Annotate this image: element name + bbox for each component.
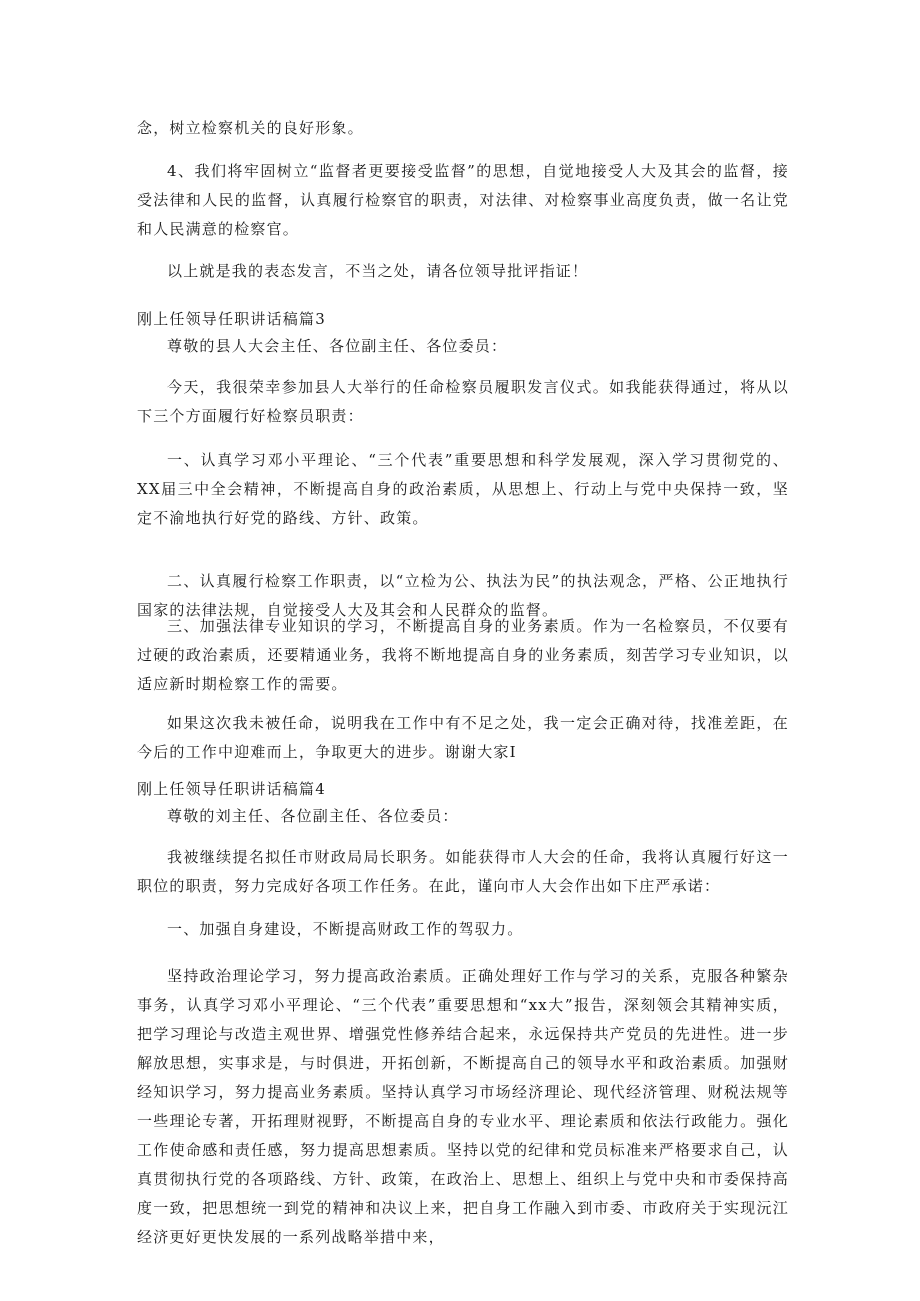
section-3-salutation: 尊敬的县人大会主任、各位副主任、各位委员： <box>167 337 508 355</box>
section-3-paragraph-1: 今天，我很荣幸参加县人大举行的任命检察员履职发言仪式。如我能获得通过，将从以下三个方面履行好检察员职责： <box>137 378 789 425</box>
section-3-paragraph-2: 一、认真学习邓小平理论、“三个代表”重要思想和科学发展观，深入学习贯彻党的、XX届三中全会精神，不断提高自身的政治素质，从思想上、行动上与党中央保持一致，坚定不渝地执行好党的路线、方针、政策。 <box>137 451 789 527</box>
section-4-title: 刚上任领导任职讲话稿篇4 <box>137 780 326 798</box>
closing-statement: 以上就是我的表态发言，不当之处，请各位领导批评指证！ <box>167 262 589 280</box>
section-4-paragraph-1: 我被继续提名拟任市财政局局长职务。如能获得市人大会的任命，我将认真履行好这一职位的职责，努力完成好各项工作任务。在此，谨向市人大会作出如下庄严承诺： <box>137 848 789 895</box>
section-3-title: 刚上任领导任职讲话稿篇3 <box>137 310 326 328</box>
section-3-paragraph-5: 如果这次我未被任命，说明我在工作中有不足之处，我一定会正确对待，找准差距，在今后的工作中迎难而上，争取更大的进步。谢谢大家I <box>137 714 789 761</box>
section-4-salutation: 尊敬的刘主任、各位副主任、各位委员： <box>167 807 459 825</box>
section-3-paragraph-4: 三、加强法律专业知识的学习，不断提高自身的业务素质。作为一名检察员，不仅要有过硬的政治素质，还要精通业务，我将不断地提高自身的业务素质，刻苦学习专业知识，以适应新时期检察工作的需要。 <box>137 617 789 693</box>
point-4-paragraph: 4、我们将牢固树立“监督者更要接受监督”的思想，自觉地接受人大及其会的监督，接受法律和人民的监督，认真履行检察官的职责，对法律、对检察事业高度负责，做一名让党和人民满意的检察官。 <box>137 162 789 238</box>
section-3-paragraph-3: 二、认真履行检察工作职责，以“立检为公、执法为民”的执法观念，严格、公正地执行国家的法律法规，自觉接受人大及其会和人民群众的监督。 <box>137 572 789 619</box>
section-4-paragraph-2: 一、加强自身建设，不断提高财政工作的驾驭力。 <box>167 920 524 938</box>
intro-tail-line: 念，树立检察机关的良好形象。 <box>137 119 364 137</box>
section-4-paragraph-3: 坚持政治理论学习，努力提高政治素质。正确处理好工作与学习的关系，克服各种繁杂事务，认真学习邓小平理论、“三个代表”重要思想和“xx大”报告，深刻领会其精神实质，把学习理论与改造主观世界、增强党性修养结合起来，永远保持共产党员的先进性。进一步解放思想，实事求是，与时俱进，开拓创新，不断提高自己的领导水平和政治素质。加强财经知识学习，努力提高业务素质。坚持认真学习市场经济理论、现代经济管理、财税法规等一些理论专著，开拓理财视野，不断提高自身的专业水平、理论素质和依法行政能力。强化工作使命感和责任感，努力提高思想素质。坚持以党的纪律和党员标准来严格要求自己，认真贯彻执行党的各项路线、方针、政策，在政治上、思想上、组织上与党中央和市委保持高度一致，把思想统一到党的精神和决议上来，把自身工作融入到市委、市政府关于实现沅江经济更好更快发展的一系列战略举措中来， <box>137 967 789 1246</box>
